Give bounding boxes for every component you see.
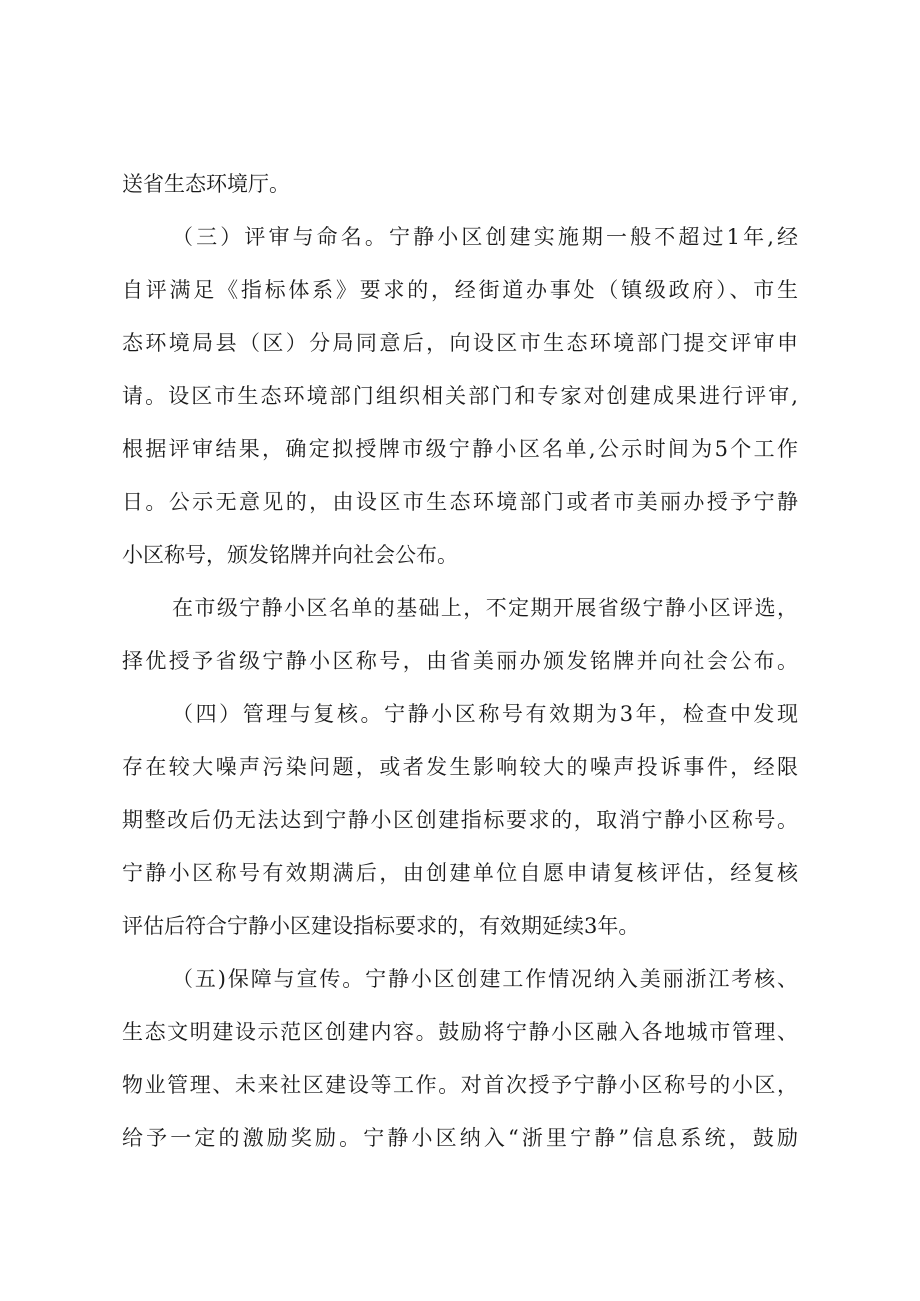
text-line (0, 485, 920, 519)
text-line (0, 962, 920, 996)
text-line (0, 538, 920, 572)
line-text: 自评满足《指标体系》要求的，经街道办事处（镇级政府）、市生 (122, 278, 798, 302)
line-text: 在市级宁静小区名单的基础上，不定期开展省级宁静小区评选， (172, 596, 798, 620)
line-text: 请。设区市生态环境部门组织相关部门和专家对创建成果进行评审, (122, 384, 798, 408)
text-line (0, 591, 920, 625)
text-line (0, 1068, 920, 1102)
line-text: （五)保障与宣传。宁静小区创建工作情况纳入美丽浙江考核、 (172, 967, 798, 991)
line-text: 给予一定的激励奖励。宁静小区纳入“浙里宁静”信息系统，鼓励 (122, 1126, 798, 1150)
line-text: 宁静小区称号有效期满后，由创建单位自愿申请复核评估，经复核 (122, 861, 798, 885)
line-text: 送省生态环境厅。 (122, 172, 290, 196)
line-text: 期整改后仍无法达到宁静小区创建指标要求的，取消宁静小区称号。 (122, 808, 798, 832)
text-line (0, 856, 920, 890)
line-text: 存在较大噪声污染问题，或者发生影响较大的噪声投诉事件，经限 (122, 755, 798, 779)
line-text: 日。公示无意见的，由设区市生态环境部门或者市美丽办授予宁静 (122, 490, 798, 514)
line-text: （四）管理与复核。宁静小区称号有效期为3年，检查中发现 (172, 702, 798, 726)
line-text: 生态文明建设示范区创建内容。鼓励将宁静小区融入各地城市管理、 (122, 1020, 798, 1044)
line-text: 物业管理、未来社区建设等工作。对首次授予宁静小区称号的小区， (122, 1073, 798, 1097)
text-line (0, 1015, 920, 1049)
text-line (0, 432, 920, 466)
line-text: 根据评审结果，确定拟授牌市级宁静小区名单,公示时间为5个工作 (122, 437, 798, 461)
line-text: 态环境局县（区）分局同意后，向设区市生态环境部门提交评审申 (122, 331, 798, 355)
line-text: 评估后符合宁静小区建设指标要求的，有效期延续3年。 (122, 914, 640, 938)
text-line (0, 909, 920, 943)
text-line (0, 326, 920, 360)
line-text: 小区称号，颁发铭牌并向社会公布。 (122, 543, 458, 567)
text-line (0, 644, 920, 678)
line-text: 择优授予省级宁静小区称号，由省美丽办颁发铭牌并向社会公布。 (122, 649, 798, 673)
text-line (0, 167, 920, 201)
text-line (0, 273, 920, 307)
text-line (0, 379, 920, 413)
text-line (0, 750, 920, 784)
line-text: （三）评审与命名。宁静小区创建实施期一般不超过1年,经 (172, 225, 798, 249)
text-line (0, 697, 920, 731)
text-line (0, 803, 920, 837)
text-line (0, 1121, 920, 1155)
text-line (0, 220, 920, 254)
